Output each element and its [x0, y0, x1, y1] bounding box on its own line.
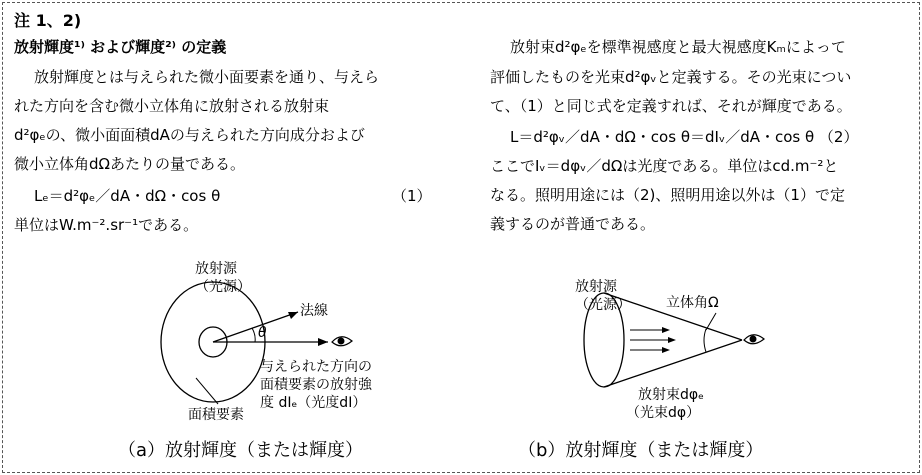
- formula-2: L＝d²φᵥ／dA・dΩ・cos θ＝dIᵥ／dA・cos θ （2）: [510, 128, 859, 146]
- source-label-a-2: （光源）: [195, 279, 251, 295]
- theta-label: θ: [258, 325, 267, 341]
- definition-subtitle: 放射輝度¹⁾ および輝度²⁾ の定義: [14, 38, 227, 56]
- right-line-7: 義するのが普通である。: [490, 215, 656, 233]
- intensity-label-2: 面積要素の放射強: [260, 377, 372, 393]
- eye-icon: [332, 337, 352, 346]
- caption-b: （b）放射輝度（または輝度）: [518, 440, 764, 461]
- note-heading: 注 1、2): [14, 11, 82, 30]
- caption-a: （a）放射輝度（または輝度）: [118, 440, 364, 461]
- unit-line: 単位はW.m⁻².sr⁻¹である。: [14, 216, 199, 234]
- area-element-label: 面積要素: [188, 407, 244, 423]
- solid-angle-leader: [706, 313, 716, 330]
- flux-arrows: [630, 327, 676, 353]
- left-line-1: 放射輝度とは与えられた微小面要素を通り、与えら: [34, 68, 380, 86]
- source-label-a-1: 放射源: [195, 261, 237, 277]
- source-label-b-2: （光源）: [575, 297, 631, 313]
- theta-arc: [252, 328, 255, 342]
- solid-angle-label: 立体角Ω: [666, 295, 719, 311]
- cone-edge-bottom: [604, 340, 742, 387]
- normal-arrowhead: [288, 312, 298, 319]
- flux-label-1: 放射束dφₑ: [638, 387, 704, 403]
- formula-1-number: （1）: [392, 187, 432, 205]
- right-line-1: 放射束d²φₑを標準視感度と最大視感度Kₘによって: [510, 38, 846, 56]
- right-line-6: なる。照明用途には（2)、照明用途以外は（1）で定: [490, 186, 845, 204]
- left-line-3: d²φₑの、微小面面積dAの与えられた方向成分および: [14, 126, 365, 144]
- formula-1: Lₑ＝d²φₑ／dA・dΩ・cos θ: [34, 187, 221, 205]
- right-line-5: ここでIᵥ＝dφᵥ／dΩは光度である。単位はcd.m⁻²と: [490, 157, 839, 175]
- left-line-2: れた方向を含む微小立体角に放射される放射束: [14, 97, 330, 115]
- flux-label-2: （光束dφ）: [626, 405, 701, 421]
- source-label-b-1: 放射源: [575, 279, 617, 295]
- eye-icon: [744, 335, 764, 344]
- direction-arrowhead: [318, 338, 328, 346]
- left-line-4: 微小立体角dΩあたりの量である。: [14, 155, 245, 173]
- intensity-label-1: 与えられた方向の: [260, 359, 372, 375]
- normal-label: 法線: [300, 303, 328, 319]
- right-line-2: 評価したものを光束d²φᵥと定義する。その光束につい: [490, 68, 852, 86]
- intensity-label-3: 度 dIₑ（光度dI）: [260, 395, 367, 411]
- solid-angle-arc: [704, 329, 706, 352]
- right-line-3: て、（1）と同じ式を定義すれば、それが輝度である。: [490, 97, 852, 115]
